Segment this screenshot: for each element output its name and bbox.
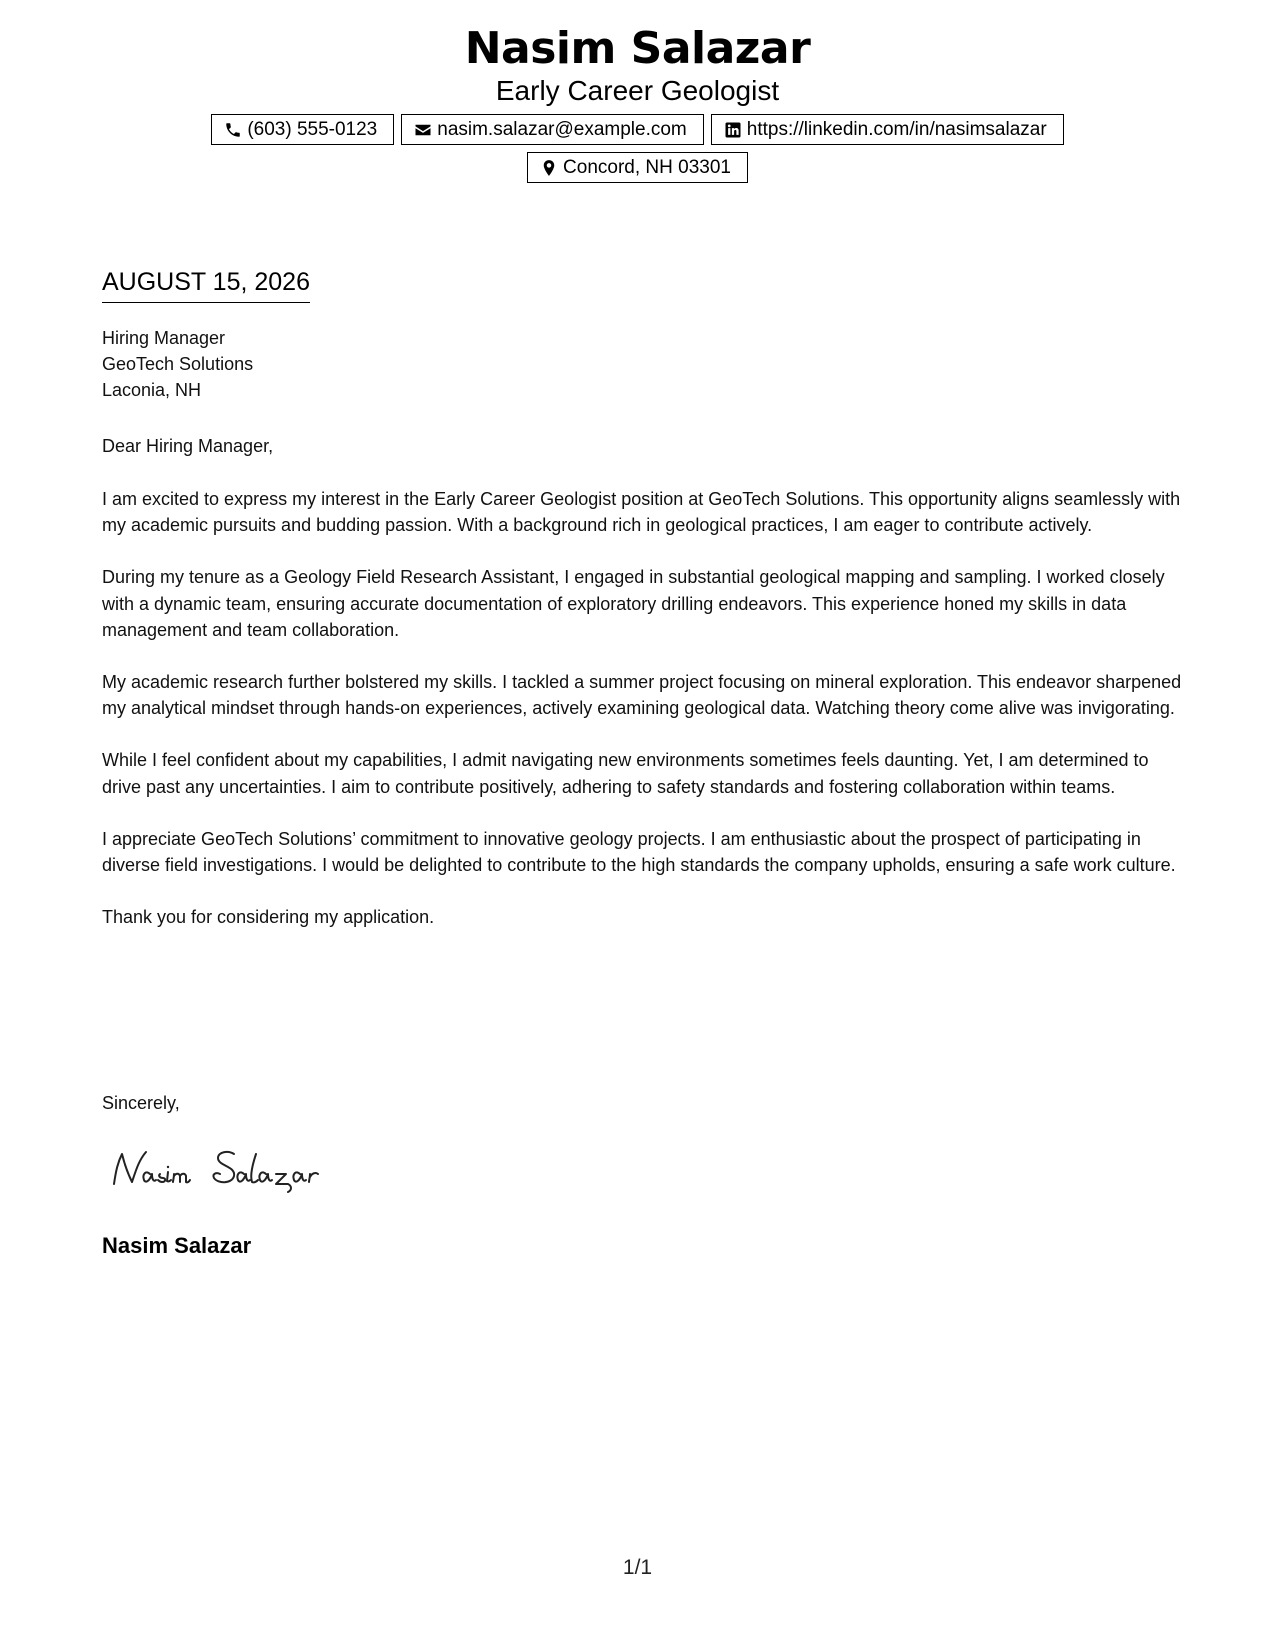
letter-header	[0, 18, 1275, 183]
map-marker-icon	[540, 159, 558, 177]
body-paragraph: While I feel confident about my capabilities, I admit navigating new environments sometimes feels daunting. Yet, I am determined to drive past any uncertainties. I aim to contribute positively, adhering to safety standards and fostering collaboration within teams.	[102, 750, 1149, 797]
envelope-icon	[414, 121, 432, 139]
contact-email[interactable]	[401, 114, 704, 145]
body-paragraph: I am excited to express my interest in the Early Career Geologist position at GeoTech Solutions. This opportunity aligns seamlessly with my academic pursuits and budding passion. With a background rich in geological practices, I am eager to contribute actively.	[102, 489, 1181, 536]
body-paragraph: My academic research further bolstered my skills. I tackled a summer project focusing on mineral exploration. This endeavor sharpened my analytical mindset through hands-on experiences, actively examining geological data. Watching theory come alive was invigorating.	[102, 672, 1182, 719]
letter-date: AUGUST 15, 2026	[102, 266, 310, 303]
contact-location[interactable]	[527, 152, 748, 183]
recipient-block	[102, 325, 253, 403]
salutation: Dear Hiring Manager,	[102, 436, 274, 456]
linkedin-text: https://linkedin.com/in/nasimsalazar	[746, 118, 1047, 140]
applicant-title: Early Career Geologist	[495, 75, 780, 106]
page-indicator: 1/1	[622, 1556, 653, 1579]
contact-phone[interactable]	[211, 114, 394, 145]
handwritten-signature	[106, 1140, 356, 1196]
recipient-line: Laconia, NH	[102, 380, 202, 400]
closing: Sincerely,	[102, 1093, 180, 1113]
phone-icon	[224, 121, 242, 139]
signer-name: Nasim Salazar	[102, 1233, 252, 1258]
body-paragraph: I appreciate GeoTech Solutions’ commitment to innovative geology projects. I am enthusiastic about the prospect of participating in diverse field investigations. I would be delighted to contribute to the high standards the company upholds, ensuring a safe work culture.	[102, 828, 1176, 876]
phone-text: (603) 555-0123	[247, 118, 378, 140]
letter-body	[102, 486, 1182, 956]
contact-linkedin[interactable]	[711, 114, 1064, 145]
linkedin-icon	[724, 121, 742, 139]
contact-row-location	[0, 152, 1275, 183]
body-paragraph: Thank you for considering my application.	[102, 907, 435, 928]
recipient-line: GeoTech Solutions	[102, 354, 254, 374]
body-paragraph: During my tenure as a Geology Field Research Assistant, I engaged in substantial geological mapping and sampling. I worked closely with a dynamic team, ensuring accurate documentation of exploratory drilling endeavors. This experience honed my skills in data management and team collaboration.	[102, 567, 1165, 640]
location-text: Concord, NH 03301	[563, 156, 731, 178]
applicant-name: Nasim Salazar	[464, 23, 811, 74]
contact-row	[0, 114, 1275, 145]
recipient-line: Hiring Manager	[102, 328, 226, 348]
email-text: nasim.salazar@example.com	[437, 118, 687, 140]
